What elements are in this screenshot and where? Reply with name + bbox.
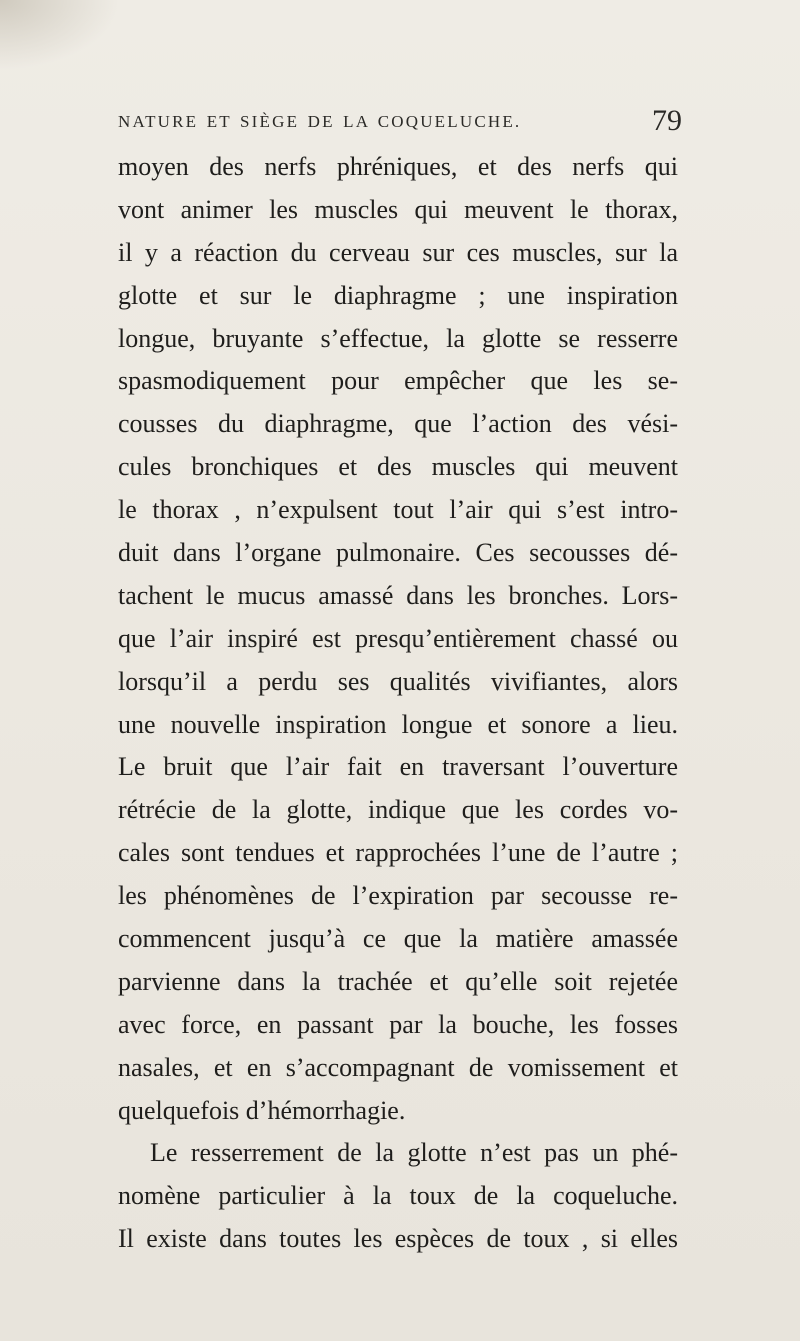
page-corner-shadow	[0, 0, 120, 70]
text-line: une nouvelle inspiration longue et sonore a lieu.	[118, 709, 678, 739]
body-text	[118, 146, 678, 1261]
text-line: Le bruit que l’air fait en traversant l’ouverture	[118, 752, 678, 782]
text-line: glotte et sur le diaphragme ; une inspiration	[118, 280, 678, 310]
text-line-paragraph-start: Le resserrement de la glotte n’est pas un phé-	[150, 1138, 678, 1168]
text-line: nasales, et en s’accompagnant de vomissement et	[118, 1052, 678, 1082]
text-line: cales sont tendues et rapprochées l’une de l’autre ;	[118, 838, 678, 868]
text-line: il y a réaction du cerveau sur ces muscles, sur la	[118, 237, 678, 267]
text-line: cousses du diaphragme, que l’action des vési-	[118, 409, 678, 439]
text-line: spasmodiquement pour empêcher que les se-	[118, 366, 678, 396]
text-line: vont animer les muscles qui meuvent le thorax,	[118, 194, 678, 224]
page-number: 79	[652, 104, 682, 137]
text-line: cules bronchiques et des muscles qui meuvent	[118, 452, 678, 482]
text-line: moyen des nerfs phréniques, et des nerfs qui	[118, 152, 678, 181]
text-line: tachent le mucus amassé dans les bronches. Lors-	[118, 580, 678, 610]
text-line-paragraph-end: quelquefois d’hémorrhagie.	[118, 1095, 406, 1125]
text-line: lorsqu’il a perdu ses qualités vivifiantes, alors	[118, 666, 678, 696]
text-line: rétrécie de la glotte, indique que les cordes vo-	[118, 795, 678, 825]
text-line: le thorax , n’expulsent tout l’air qui s’est intro-	[118, 495, 678, 525]
text-line: les phénomènes de l’expiration par secousse re-	[118, 881, 678, 911]
text-line: longue, bruyante s’effectue, la glotte se resserre	[118, 323, 678, 353]
text-line: duit dans l’organe pulmonaire. Ces secousses dé-	[118, 538, 678, 568]
text-line: avec force, en passant par la bouche, les fosses	[118, 1009, 678, 1039]
text-line: commencent jusqu’à ce que la matière amassée	[118, 924, 678, 954]
running-head: NATURE ET SIÈGE DE LA COQUELUCHE.	[118, 112, 522, 131]
text-line: Il existe dans toutes les espèces de toux , si elles	[118, 1224, 678, 1254]
text-line: que l’air inspiré est presqu’entièrement chassé ou	[118, 623, 678, 653]
text-line: parvienne dans la trachée et qu’elle soit rejetée	[118, 966, 678, 996]
text-line: nomène particulier à la toux de la coqueluche.	[118, 1181, 678, 1211]
page-header	[118, 104, 682, 146]
